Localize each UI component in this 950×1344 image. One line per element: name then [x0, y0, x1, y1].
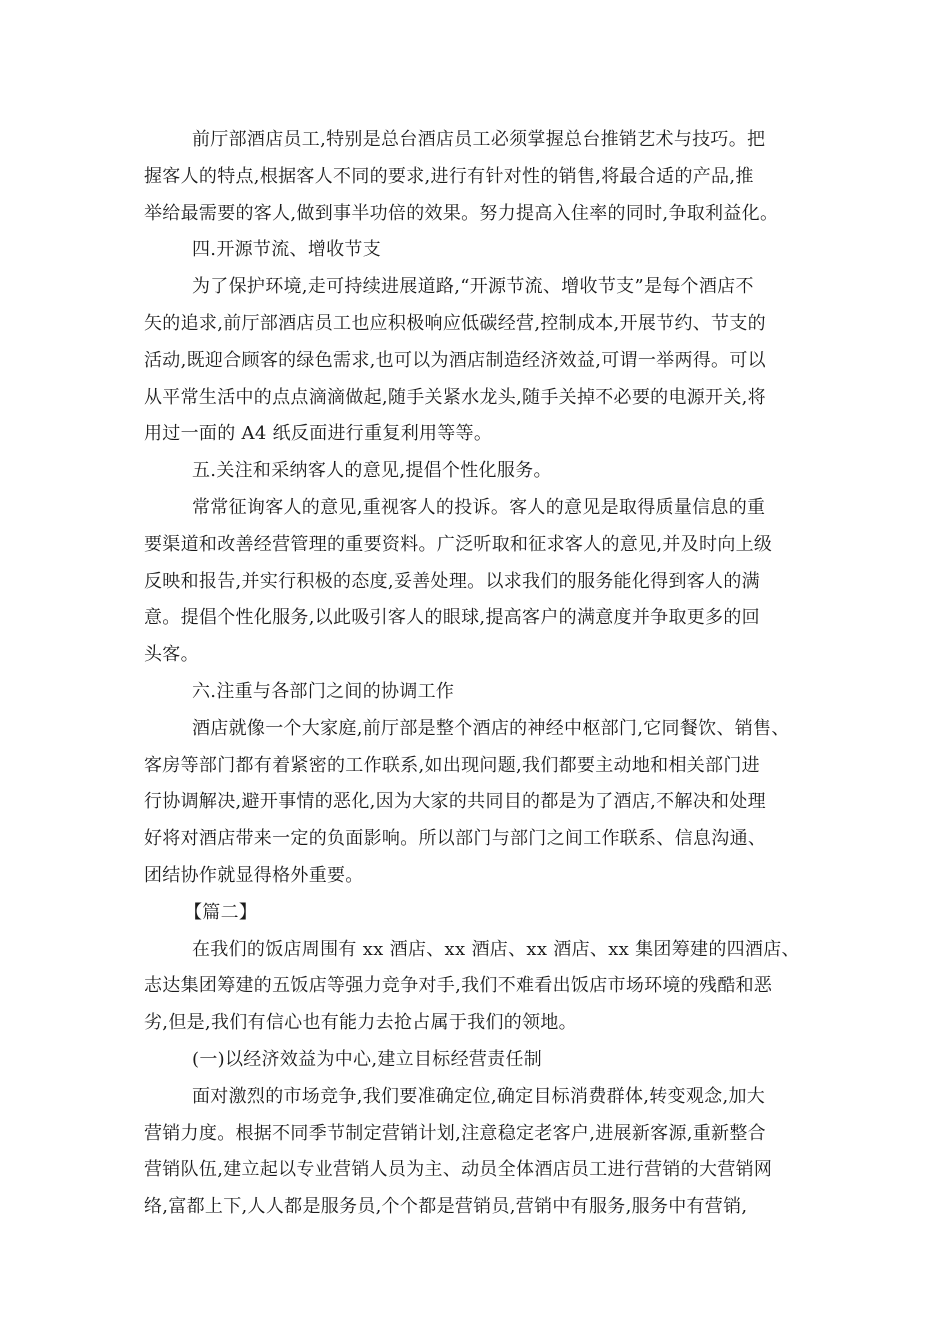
section-heading: (一)以经济效益为中心,建立目标经营责任制 — [192, 1048, 543, 1070]
paragraph-line: 活动,既迎合顾客的绿色需求,也可以为酒店制造经济效益,可谓一举两得。可以 — [144, 349, 766, 371]
paragraph-line: 劣,但是,我们有信心也有能力去抢占属于我们的领地。 — [144, 1012, 577, 1034]
document-page — [144, 122, 814, 1226]
paragraph-line: 酒店就像一个大家庭,前厅部是整个酒店的神经中枢部门,它同餐饮、销售、 — [192, 717, 790, 739]
paragraph-line: 举给最需要的客人,做到事半功倍的效果。努力提高入住率的同时,争取利益化。 — [144, 202, 779, 224]
paragraph-line: 好将对酒店带来一定的负面影响。所以部门与部门之间工作联系、信息沟通、 — [144, 828, 767, 850]
paragraph-line: 矢的追求,前厅部酒店员工也应积极响应低碳经营,控制成本,开展节约、节支的 — [144, 312, 766, 334]
part-heading: 【篇二】 — [184, 901, 258, 923]
section-heading: 六.注重与各部门之间的协调工作 — [192, 680, 455, 702]
paragraph-line: 志达集团筹建的五饭店等强力竞争对手,我们不难看出饭店市场环境的残酷和恶 — [144, 975, 773, 997]
paragraph-line: 反映和报告,并实行积极的态度,妥善处理。以求我们的服务能化得到客人的满 — [144, 570, 760, 592]
paragraph-line: 营销队伍,建立起以专业营销人员为主、动员全体酒店员工进行营销的大营销网 — [144, 1159, 773, 1181]
paragraph-line: 从平常生活中的点点滴滴做起,随手关紧水龙头,随手关掉不必要的电源开关,将 — [144, 386, 766, 408]
paragraph-line: 常常征询客人的意见,重视客人的投诉。客人的意见是取得质量信息的重 — [192, 496, 766, 518]
paragraph-line: 要渠道和改善经营管理的重要资料。广泛听取和征求客人的意见,并及时向上级 — [144, 533, 773, 555]
paragraph-line: 行协调解决,避开事情的恶化,因为大家的共同目的都是为了酒店,不解决和处理 — [144, 791, 766, 813]
paragraph-line: 客房等部门都有着紧密的工作联系,如出现问题,我们都要主动地和相关部门进 — [144, 754, 760, 776]
paragraph-line: 握客人的特点,根据客人不同的要求,进行有针对性的销售,将最合适的产品,推 — [144, 165, 754, 187]
paragraph-line: 头客。 — [144, 644, 199, 666]
paragraph-line: 前厅部酒店员工,特别是总台酒店员工必须掌握总台推销艺术与技巧。把 — [192, 129, 766, 150]
paragraph-line: 络,富都上下,人人都是服务员,个个都是营销员,营销中有服务,服务中有营销, — [144, 1196, 748, 1218]
section-heading: 五.关注和采纳客人的意见,提倡个性化服务。 — [192, 460, 552, 482]
section-heading: 四.开源节流、增收节支 — [192, 239, 382, 261]
paragraph-line: 面对激烈的市场竞争,我们要准确定位,确定目标消费群体,转变观念,加大 — [192, 1085, 766, 1107]
paragraph-line: 为了保护环境,走可持续进展道路,“开源节流、增收节支”是每个酒店不 — [192, 276, 754, 298]
paragraph-line: 团结协作就显得格外重要。 — [144, 864, 364, 886]
paragraph-line: 在我们的饭店周围有 xx 酒店、xx 酒店、xx 酒店、xx 集团筹建的四酒店、 — [192, 938, 800, 960]
paragraph-line: 意。提倡个性化服务,以此吸引客人的眼球,提高客户的满意度并争取更多的回 — [144, 607, 760, 629]
paragraph-line: 用过一面的 A4 纸反面进行重复利用等等。 — [144, 423, 493, 445]
paragraph-line: 营销力度。根据不同季节制定营销计划,注意稳定老客户,进展新客源,重新整合 — [144, 1122, 766, 1144]
